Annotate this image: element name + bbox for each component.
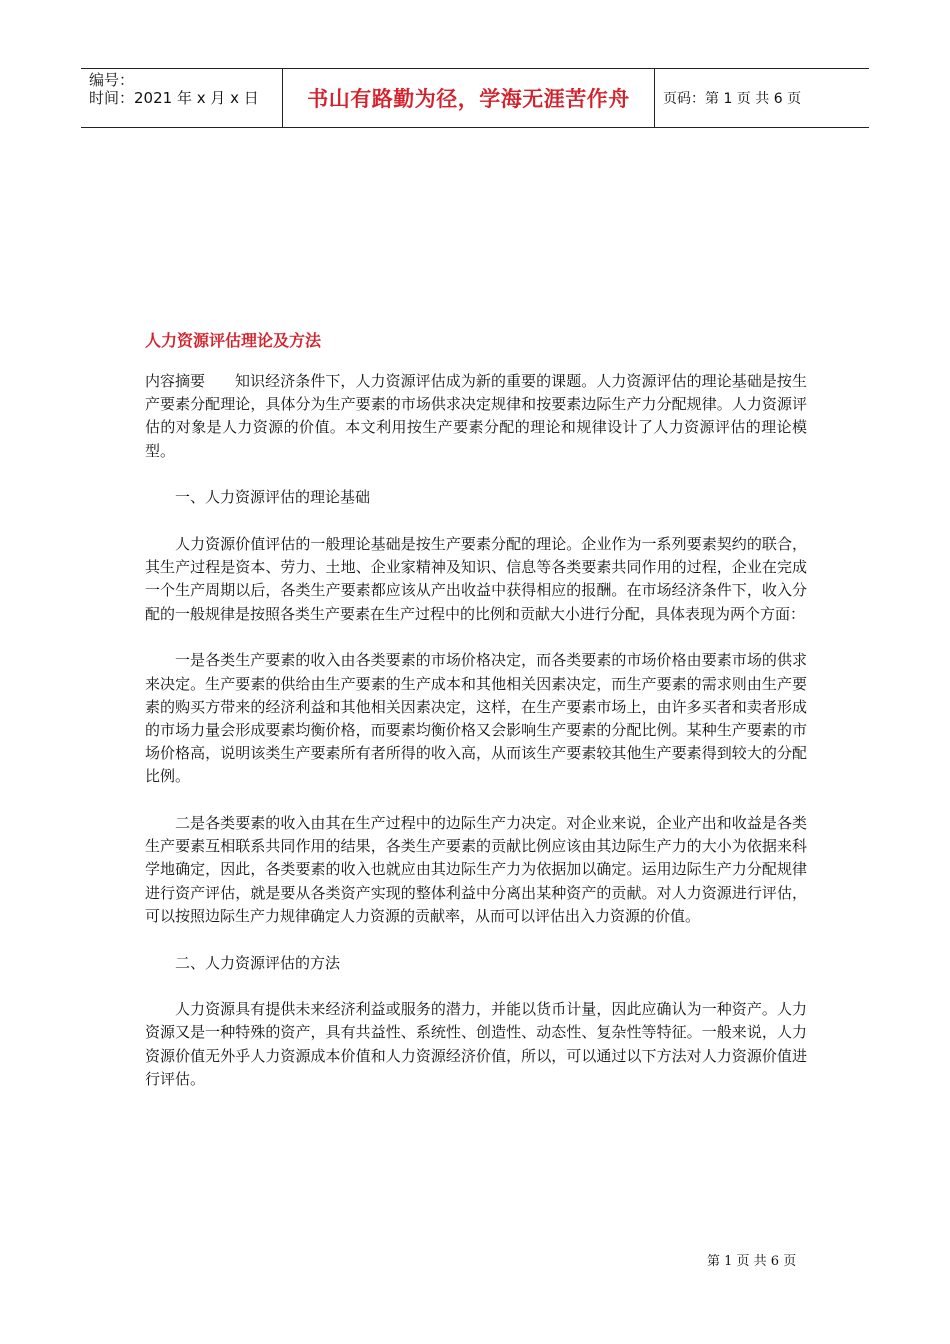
document-body	[145, 370, 807, 1115]
paragraph-2: 一是各类生产要素的收入由各类要素的市场价格决定，而各类要素的市场价格由要素市场的供求来决定。生产要素的供给由生产要素的生产成本和其他相关因素决定，而生产要素的需求则由生产要素的购买方带来的经济利益和其他相关因素决定，这样，在生产要素市场上，由许多买者和卖者形成的市场力量会形成要素均衡价格，而要素均衡价格又会影响生产要素的分配比例。某种生产要素的市场价格高，说明该类生产要素所有者所得的收入高，从而该生产要素较其他生产要素得到较大的分配比例。	[145, 651, 807, 786]
number-label: 编号：	[89, 71, 135, 89]
document-title: 人力资源评估理论及方法	[145, 331, 322, 350]
header-table	[81, 68, 869, 128]
abstract-paragraph	[145, 370, 807, 463]
motto-text: 书山有路勤为径，学海无涯苦作舟	[307, 87, 630, 111]
header-motto-cell	[283, 69, 655, 127]
abstract-text: 知识经济条件下，人力资源评估成为新的重要的课题。人力资源评估的理论基础是按生产要素分配理论，具体分为生产要素的市场供求决定规律和按要素边际生产力分配规律。人力资源评估的对象是人力资源的价值。本文利用按生产要素分配的理论和规律设计了人力资源评估的理论模型。	[145, 372, 807, 460]
paragraph-3: 二是各类要素的收入由其在生产过程中的边际生产力决定。对企业来说，企业产出和收益是各类生产要素互相联系共同作用的结果，各类生产要素的贡献比例应该由其边际生产力的大小为依据来科学地确定，因此，各类要素的收入也就应由其边际生产力为依据加以确定。运用边际生产力分配规律进行资产评估，就是要从各类资产实现的整体利益中分离出某种资产的贡献。对人力资源进行评估，可以按照边际生产力规律确定人力资源的贡献率，从而可以评估出入力资源的价值。	[145, 814, 807, 925]
page-footer: 第 1 页 共 6 页	[707, 1254, 797, 1269]
abstract-label: 内容摘要	[145, 372, 206, 390]
paragraph-1: 人力资源价值评估的一般理论基础是按生产要素分配的理论。企业作为一系列要素契约的联合，其生产过程是资本、劳力、土地、企业家精神及知识、信息等各类要素共同作用的过程，企业在完成一个生产周期以后，各类生产要素都应该从产出收益中获得相应的报酬。在市场经济条件下，收入分配的一般规律是按照各类生产要素在生产过程中的比例和贡献大小进行分配，具体表现为两个方面：	[145, 535, 807, 623]
header-meta-cell	[81, 69, 283, 127]
section-2-heading: 二、人力资源评估的方法	[175, 953, 341, 972]
time-label: 时间：2021 年 x 月 x 日	[89, 89, 259, 107]
paragraph-4: 人力资源具有提供未来经济利益或服务的潜力，并能以货币计量，因此应确认为一种资产。人力资源又是一种特殊的资产，具有共益性、系统性、创造性、动态性、复杂性等特征。一般来说，人力资源价值无外乎人力资源成本价值和人力资源经济价值，所以，可以通过以下方法对人力资源价值进行评估。	[145, 1000, 807, 1088]
page-info: 页码：第 1 页 共 6 页	[663, 91, 802, 107]
header-page-cell	[655, 69, 869, 127]
section-1-heading: 一、人力资源评估的理论基础	[175, 488, 371, 507]
